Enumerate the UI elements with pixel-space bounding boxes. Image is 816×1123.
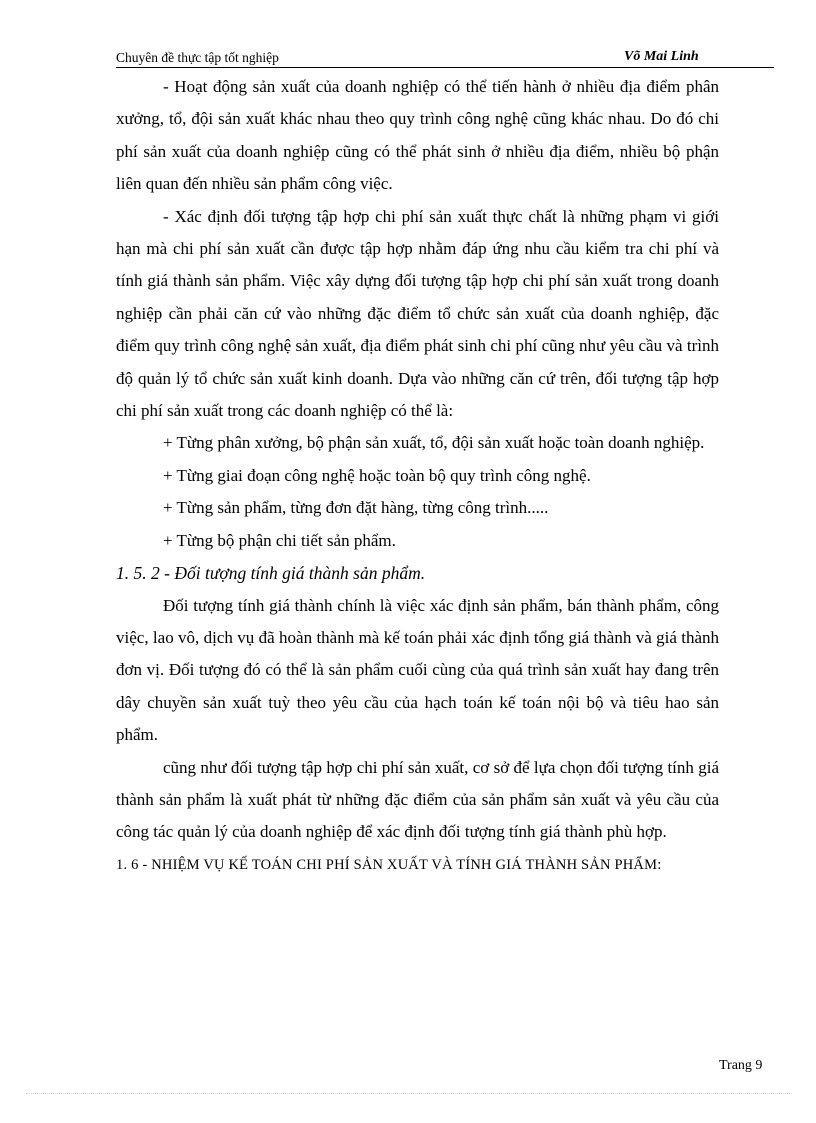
section-heading-1-6: 1. 6 - NHIỆM VỤ KẾ TOÁN CHI PHÍ SẢN XUẤT VÀ TÍNH GIÁ THÀNH SẢN PHẨM:: [116, 856, 662, 873]
list-item-product: + Từng sản phẩm, từng đơn đặt hàng, từng công trình.....: [163, 498, 549, 518]
paragraph-costing-basis: cũng như đối tượng tập hợp chi phí sản xuất, cơ sở để lựa chọn đối tượng tính giá thành sản phẩm là xuất phát từ những đặc điểm của sản phẩm sản xuất và yêu cầu của công tác quản lý của doanh nghiệp để xác định đối tượng tính giá thành phù hợp.: [116, 757, 719, 842]
paragraph-production-locations: - Hoạt động sản xuất của doanh nghiệp có thể tiến hành ở nhiều địa điểm phân xưởng, tổ, đội sản xuất khác nhau theo quy trình công nghệ cũng khác nhau. Do đó chi phí sản xuất của doanh nghiệp cũng có thể phát sinh ở nhiều địa điểm, nhiều bộ phận liên quan đến nhiều sản phẩm công việc.: [116, 77, 719, 194]
page-number: Trang 9: [719, 1058, 763, 1073]
paragraph-costing-object: Đối tượng tính giá thành chính là việc xác định sản phẩm, bán thành phẩm, công việc, lao vô, dịch vụ đã hoàn thành mà kế toán phải xác định tổng giá thành và giá thành đơn vị. Đối tượng đó có thể là sản phẩm cuối cùng của quá trình sản xuất hay đang trên dây chuyền sản xuất tuỳ theo yêu cầu của hạch toán kế toán nội bộ và tiêu hao sản phẩm.: [116, 595, 719, 745]
page-header: [116, 49, 774, 68]
list-item-component: + Từng bộ phận chi tiết sản phẩm.: [163, 530, 396, 550]
header-author: Võ Mai Linh: [624, 49, 699, 64]
section-heading-1-5-2: 1. 5. 2 - Đối tượng tính giá thành sản phẩm.: [116, 563, 426, 584]
document-body: [116, 71, 719, 881]
paragraph-cost-object-definition: - Xác định đối tượng tập hợp chi phí sản xuất thực chất là những phạm vi giới hạn mà chi phí sản xuất cần được tập hợp nhằm đáp ứng nhu cầu kiểm tra chi phí và tính giá thành sản phẩm. Việc xây dựng đối tượng tập hợp chi phí sản xuất trong doanh nghiệp cần phải căn cứ vào những đặc điểm tổ chức sản xuất của doanh nghiệp, đặc điểm quy trình công nghệ sản xuất, địa điểm phát sinh chi phí cũng như yêu cầu và trình độ quản lý tổ chức sản xuất kinh doanh. Dựa vào những căn cứ trên, đối tượng tập hợp chi phí sản xuất trong các doanh nghiệp có thể là:: [116, 206, 719, 421]
header-title: Chuyên đề thực tập tốt nghiệp: [116, 50, 279, 65]
page-bottom-divider: [26, 1093, 792, 1094]
list-item-stage: + Từng giai đoạn công nghệ hoặc toàn bộ quy trình công nghệ.: [163, 465, 591, 485]
list-item-workshop: + Từng phân xưởng, bộ phận sản xuất, tổ, đội sản xuất hoặc toàn doanh nghiệp.: [163, 433, 705, 453]
